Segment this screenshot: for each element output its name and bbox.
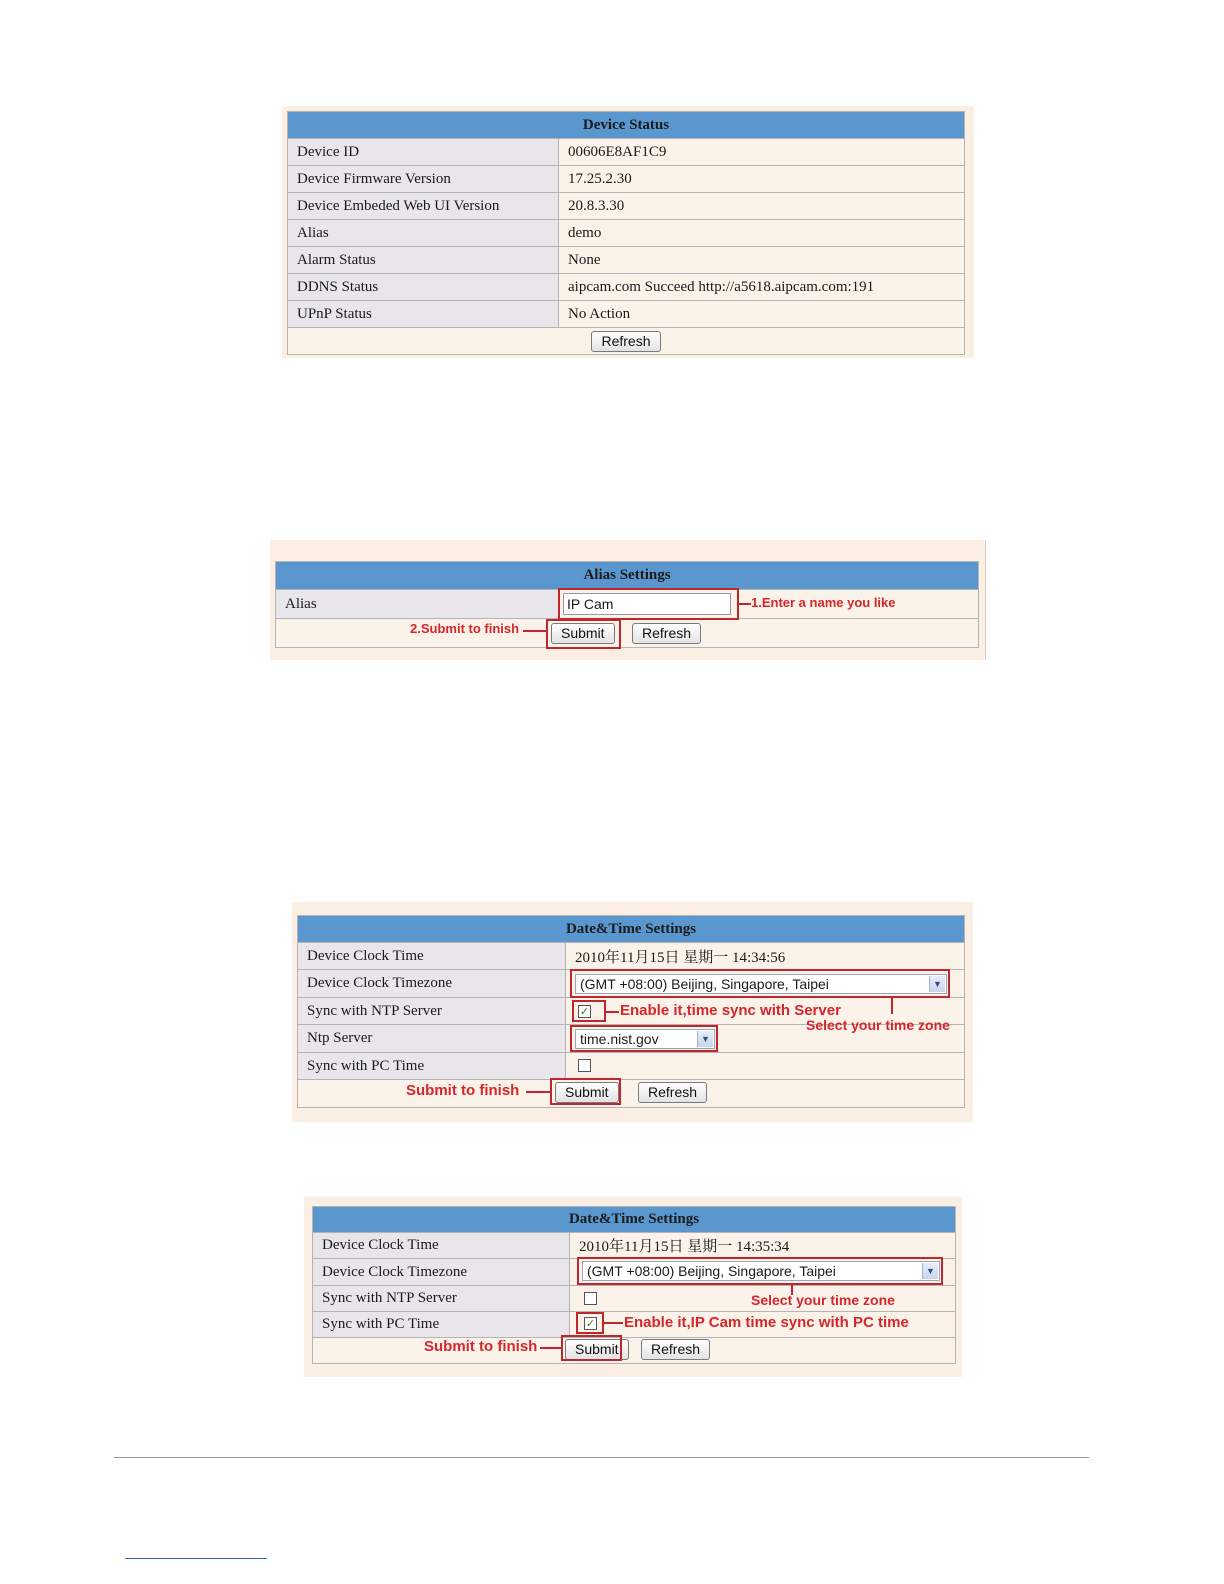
ntp-submit-button[interactable]: Submit xyxy=(555,1082,619,1103)
device-status-title: Device Status xyxy=(288,112,965,139)
ntp-enable-connector xyxy=(606,1011,619,1013)
ntp-timezone-label: Device Clock Timezone xyxy=(298,970,566,998)
alias-field-label: Alias xyxy=(276,590,560,619)
alias-label: Alias xyxy=(288,220,559,247)
alias-value: demo xyxy=(559,220,965,247)
ntp-pc-sync-label: Sync with PC Time xyxy=(298,1053,566,1080)
device-status-actions xyxy=(288,328,965,355)
alias-submit-highlight xyxy=(546,619,621,649)
ddns-status-value: aipcam.com Succeed http://a5618.aipcam.com:191 xyxy=(559,274,965,301)
ntp-enable-annotation: Enable it,time sync with Server xyxy=(620,1002,841,1019)
ntp-submit-connector xyxy=(526,1091,550,1093)
alias-refresh-button[interactable]: Refresh xyxy=(632,623,701,644)
ddns-status-label: DDNS Status xyxy=(288,274,559,301)
ntp-timezone-highlight xyxy=(570,969,950,998)
datetime-pc-title: Date&Time Settings xyxy=(313,1207,956,1233)
pc-submit-connector xyxy=(540,1347,562,1349)
ntp-actions-row xyxy=(298,1080,965,1108)
ntp-sync-highlight xyxy=(572,1000,606,1022)
ntp-sync-check-icon: ✓ xyxy=(579,1005,590,1018)
device-id-value: 00606E8AF1C9 xyxy=(559,139,965,166)
ntp-sync-label: Sync with NTP Server xyxy=(298,998,566,1025)
datetime-pc-panel xyxy=(304,1197,962,1377)
pc-submit-button[interactable]: Submit xyxy=(565,1339,629,1360)
device-id-label: Device ID xyxy=(288,139,559,166)
device-status-panel xyxy=(282,106,974,358)
ntp-timezone-selected: (GMT +08:00) Beijing, Singapore, Taipei xyxy=(580,976,829,992)
ntp-server-label: Ntp Server xyxy=(298,1025,566,1053)
pc-refresh-button[interactable]: Refresh xyxy=(641,1339,710,1360)
ntp-timezone-chevron-down-icon: ▼ xyxy=(929,976,945,992)
alias-submit-annotation: 2.Submit to finish xyxy=(410,621,520,636)
ntp-server-highlight xyxy=(570,1025,718,1052)
footer-divider xyxy=(114,1457,1089,1458)
alias-settings-title: Alias Settings xyxy=(276,562,979,590)
pc-sync-label: Sync with PC Time xyxy=(313,1312,570,1338)
ntp-submit-annotation: Submit to finish xyxy=(406,1082,520,1099)
alias-actions-row xyxy=(276,619,979,648)
ntp-pc-sync-checkbox[interactable] xyxy=(578,1059,591,1072)
ntp-pc-sync-cell xyxy=(566,1053,965,1080)
footer-link-underline xyxy=(125,1558,267,1559)
alarm-status-label: Alarm Status xyxy=(288,247,559,274)
ntp-timezone-annotation: Select your time zone xyxy=(806,1017,950,1033)
alias-submit-connector xyxy=(523,630,546,632)
ntp-clock-time-label: Device Clock Time xyxy=(298,943,566,970)
datetime-pc-table xyxy=(312,1206,956,1364)
pc-enable-connector xyxy=(604,1322,623,1324)
alias-enter-connector xyxy=(739,603,751,605)
webui-version-label: Device Embeded Web UI Version xyxy=(288,193,559,220)
pc-timezone-chevron-down-icon: ▼ xyxy=(922,1263,938,1279)
pc-timezone-label: Device Clock Timezone xyxy=(313,1259,570,1286)
ntp-timezone-connector xyxy=(891,998,893,1014)
ntp-clock-time-value: 2010年11月15日 星期一 14:34:56 xyxy=(566,943,965,970)
pc-clock-time-label: Device Clock Time xyxy=(313,1233,570,1259)
upnp-status-label: UPnP Status xyxy=(288,301,559,328)
ntp-server-selected: time.nist.gov xyxy=(580,1031,659,1047)
upnp-status-value: No Action xyxy=(559,301,965,328)
alias-submit-button[interactable]: Submit xyxy=(551,623,615,644)
pc-sync-highlight xyxy=(576,1312,604,1334)
pc-ntp-sync-label: Sync with NTP Server xyxy=(313,1286,570,1312)
ntp-submit-highlight xyxy=(550,1078,621,1105)
device-status-refresh-button[interactable]: Refresh xyxy=(591,331,660,352)
alarm-status-value: None xyxy=(559,247,965,274)
pc-actions-row xyxy=(313,1338,956,1364)
device-status-table xyxy=(287,111,965,355)
pc-ntp-sync-checkbox[interactable] xyxy=(584,1292,597,1305)
pc-timezone-selected: (GMT +08:00) Beijing, Singapore, Taipei xyxy=(587,1263,836,1279)
alias-input[interactable]: IP Cam xyxy=(563,593,731,615)
pc-timezone-highlight xyxy=(577,1257,943,1285)
ntp-refresh-button[interactable]: Refresh xyxy=(638,1082,707,1103)
pc-timezone-annotation: Select your time zone xyxy=(751,1292,895,1308)
webui-version-value: 20.8.3.30 xyxy=(559,193,965,220)
pc-enable-annotation: Enable it,IP Cam time sync with PC time xyxy=(624,1314,909,1331)
firmware-version-label: Device Firmware Version xyxy=(288,166,559,193)
pc-submit-highlight xyxy=(561,1335,622,1361)
firmware-version-value: 17.25.2.30 xyxy=(559,166,965,193)
ntp-server-chevron-down-icon: ▼ xyxy=(697,1031,713,1047)
pc-clock-time-value: 2010年11月15日 星期一 14:35:34 xyxy=(570,1233,956,1259)
pc-submit-annotation: Submit to finish xyxy=(424,1338,538,1355)
pc-sync-check-icon: ✓ xyxy=(585,1317,596,1330)
alias-enter-annotation: 1.Enter a name you like xyxy=(751,595,896,610)
alias-input-highlight xyxy=(558,588,739,620)
datetime-ntp-title: Date&Time Settings xyxy=(298,916,965,943)
